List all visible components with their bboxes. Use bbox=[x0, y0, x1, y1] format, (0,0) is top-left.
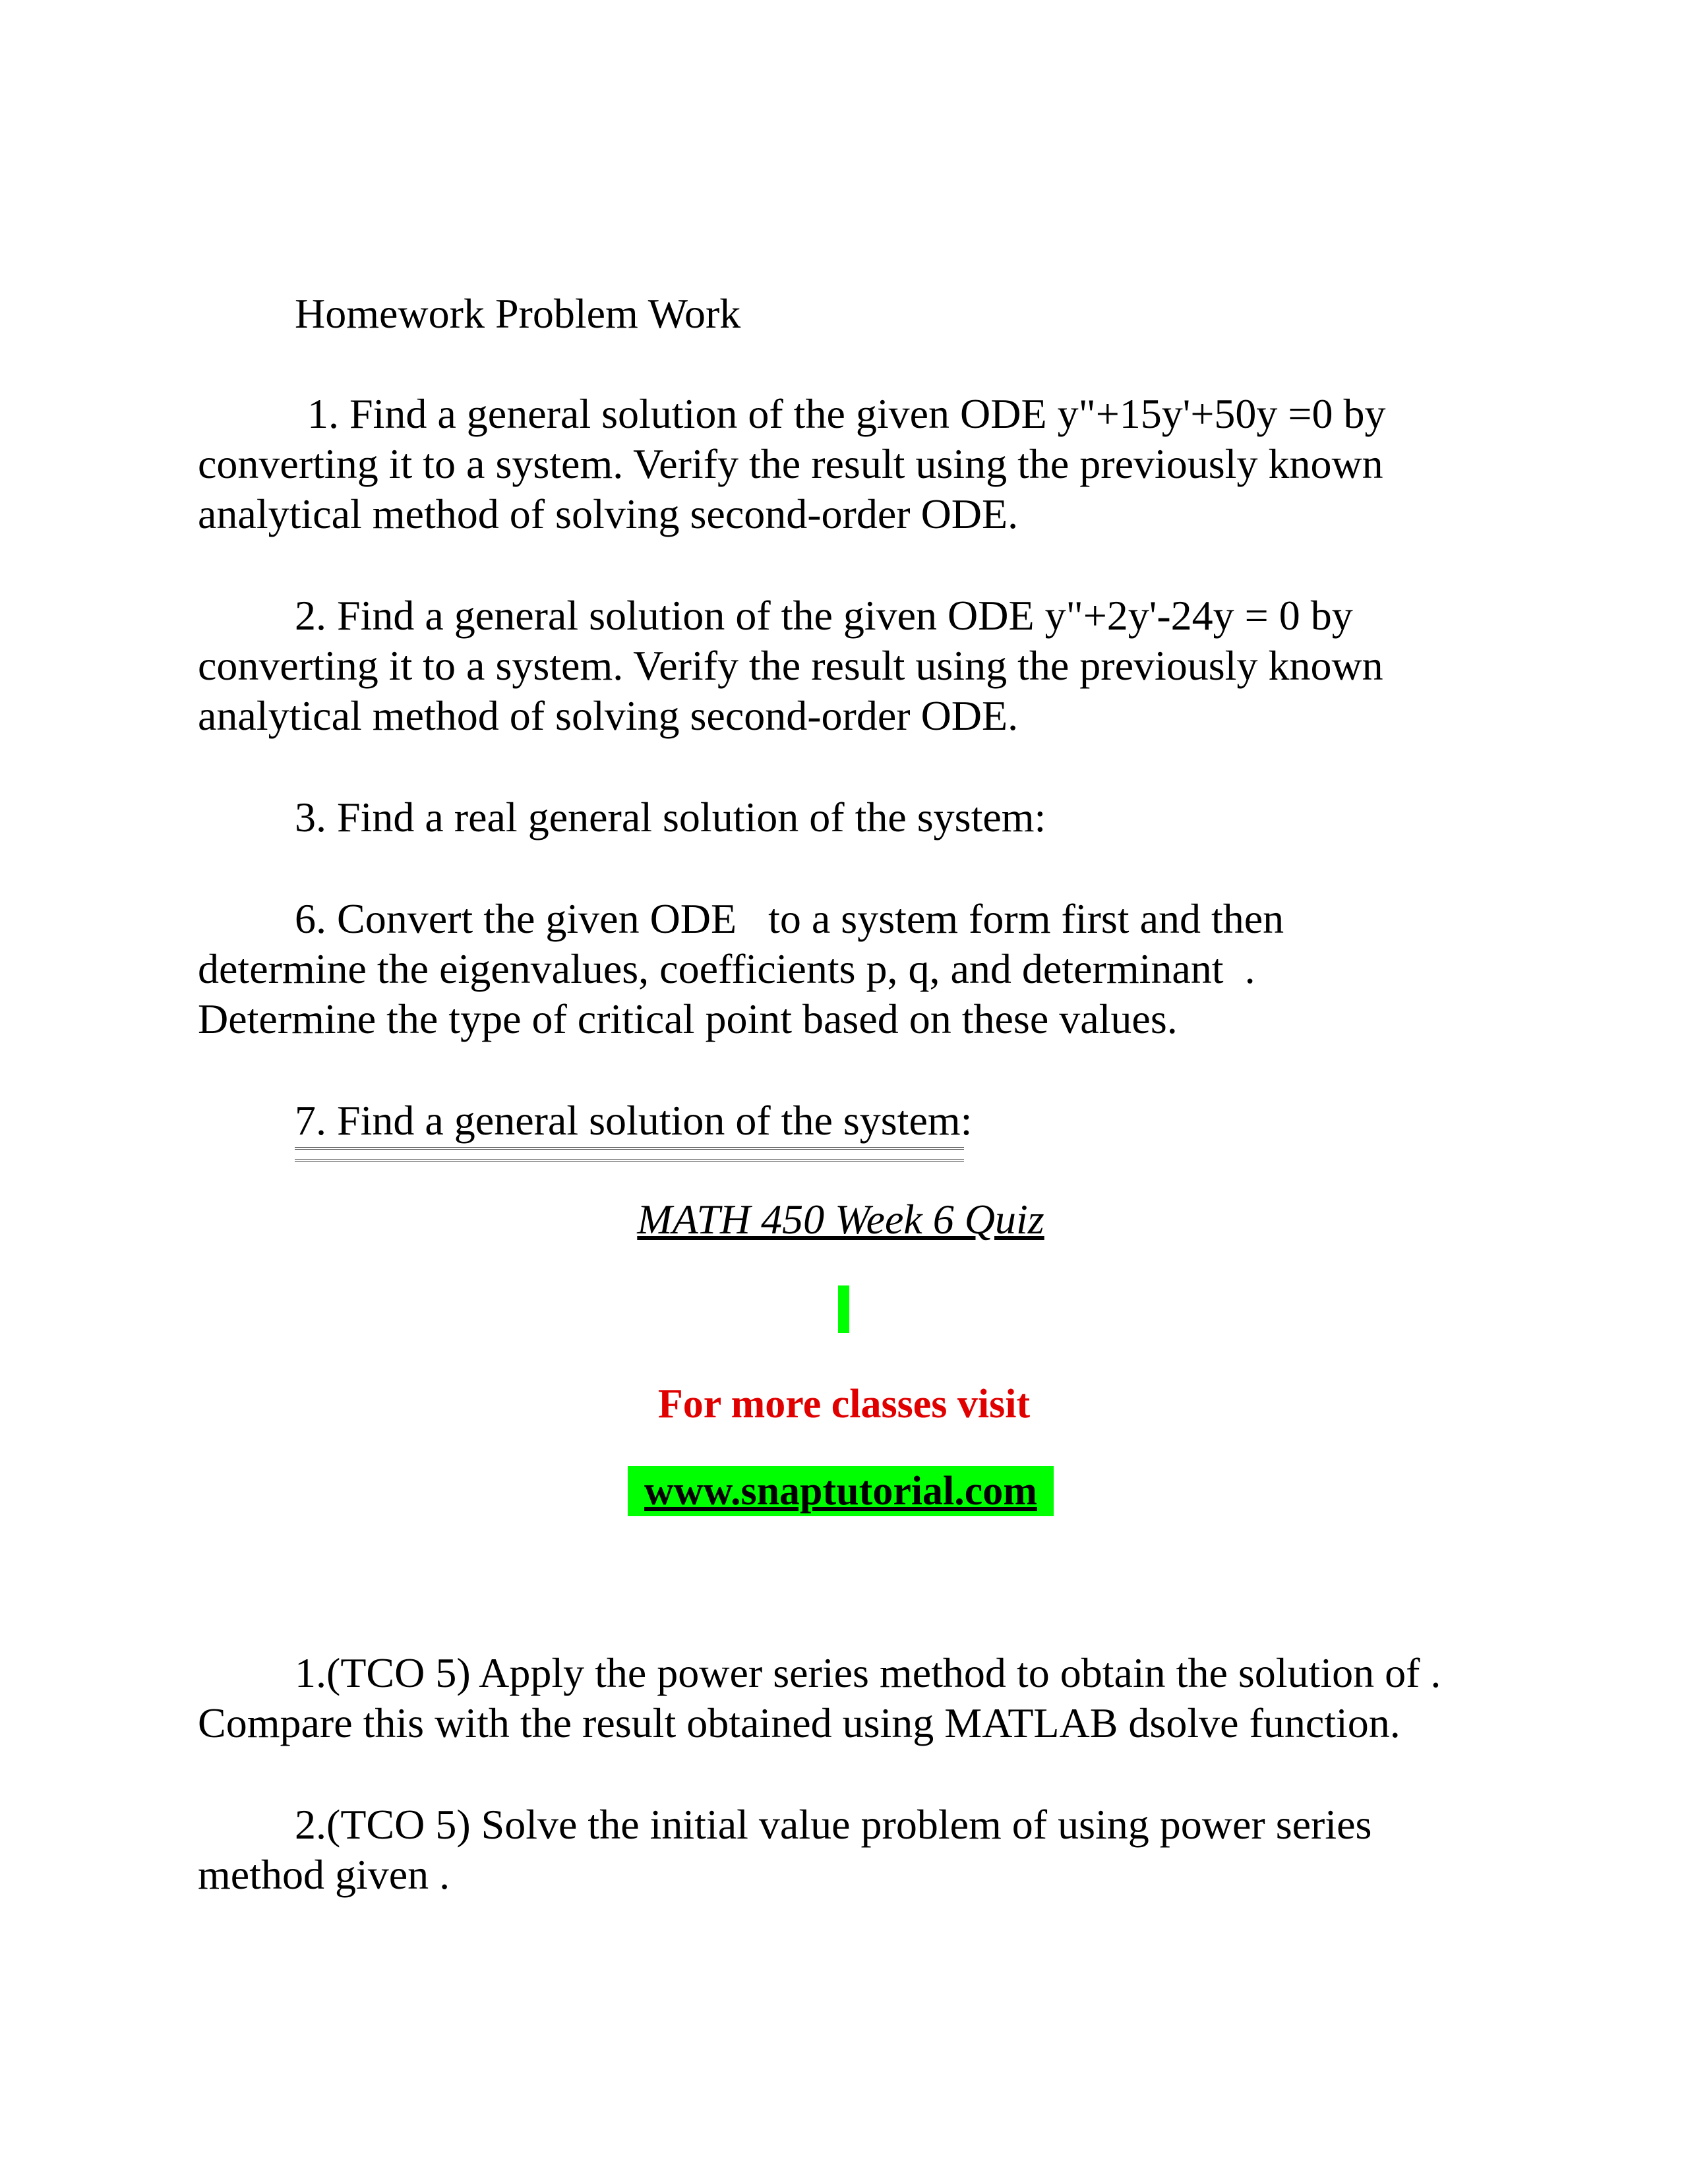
problem-6-line-3: Determine the type of critical point based on these values. bbox=[198, 995, 1178, 1042]
green-marker-bar bbox=[838, 1285, 849, 1333]
problem-1-line-3: analytical method of solving second-order ODE. bbox=[198, 490, 1019, 537]
problem-2-line-3: analytical method of solving second-order ODE. bbox=[198, 692, 1019, 739]
problem-6-line-1: 6. Convert the given ODE to a system form first and then bbox=[295, 895, 1284, 942]
quiz-question-2-line-1: 2.(TCO 5) Solve the initial value problem of using power series bbox=[295, 1801, 1372, 1848]
problem-6-line-2: determine the eigenvalues, coefficients p, q, and determinant . bbox=[198, 945, 1255, 992]
problem-1-line-1: 1. Find a general solution of the given ODE y"+15y'+50y =0 by bbox=[307, 390, 1386, 437]
page-heading: Homework Problem Work bbox=[295, 290, 741, 337]
quiz-question-1-line-1: 1.(TCO 5) Apply the power series method to obtain the solution of . bbox=[295, 1649, 1441, 1696]
problem-1-line-2: converting it to a system. Verify the result using the previously known bbox=[198, 440, 1383, 487]
quiz-question-1-line-2: Compare this with the result obtained using MATLAB dsolve function. bbox=[198, 1699, 1401, 1746]
problem-3-line-1: 3. Find a real general solution of the system: bbox=[295, 794, 1046, 841]
promo-text: For more classes visit bbox=[657, 1382, 1031, 1427]
double-rule-divider bbox=[295, 1147, 964, 1162]
problem-7-line-1: 7. Find a general solution of the system: bbox=[295, 1097, 973, 1144]
quiz-question-2-line-2: method given . bbox=[198, 1851, 450, 1898]
problem-2-line-1: 2. Find a general solution of the given ODE y"+2y'-24y = 0 by bbox=[295, 592, 1353, 639]
snaptutorial-link[interactable]: www.snaptutorial.com bbox=[628, 1466, 1054, 1516]
problem-2-line-2: converting it to a system. Verify the result using the previously known bbox=[198, 642, 1383, 689]
quiz-title: MATH 450 Week 6 Quiz bbox=[637, 1196, 1044, 1243]
